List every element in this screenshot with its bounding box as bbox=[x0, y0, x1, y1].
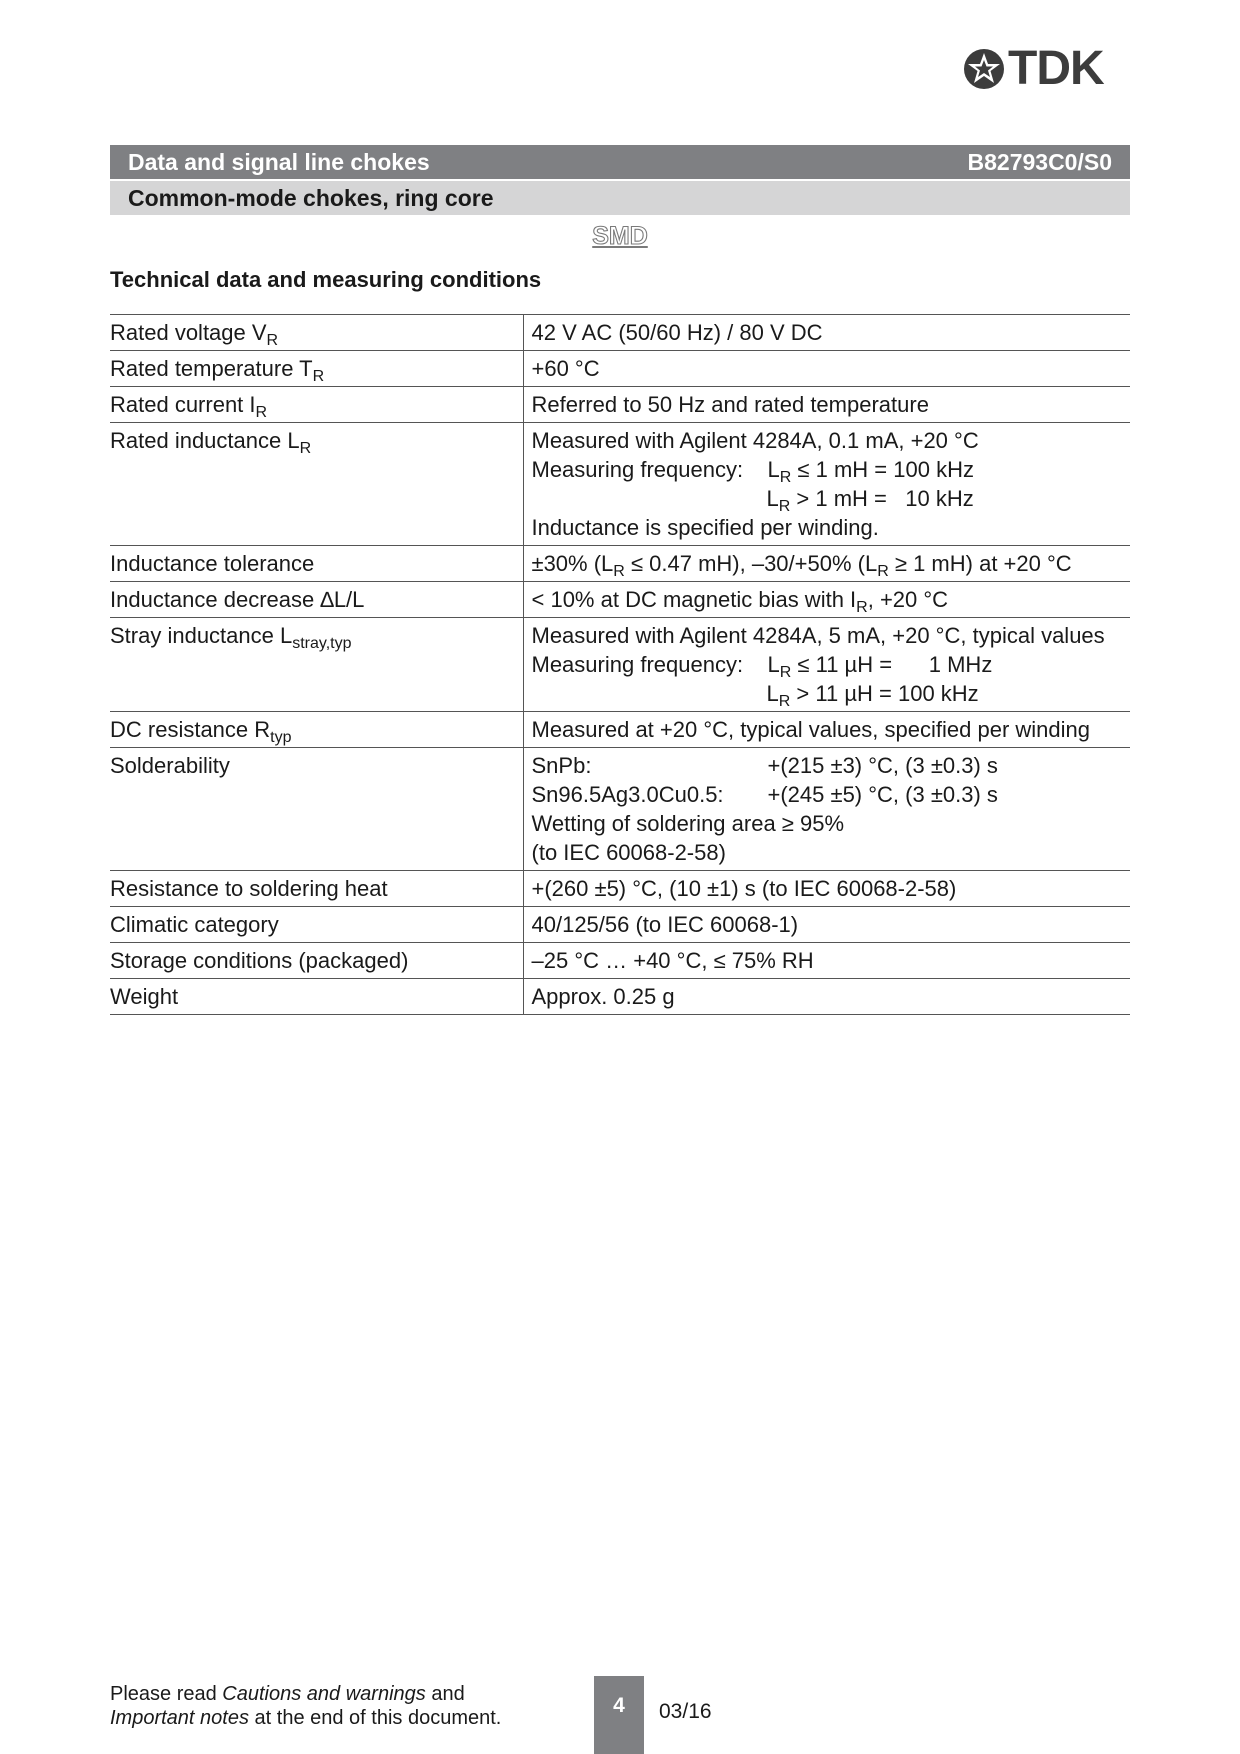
row-value: < 10% at DC magnetic bias with $I_R$, +20 °C bbox=[523, 582, 1130, 618]
table-row: Rated voltage $V_R$ 42 V AC (50/60 Hz) / 80 V DC bbox=[110, 315, 1130, 351]
page-number: 4 bbox=[594, 1676, 644, 1754]
row-label: Rated current I bbox=[110, 392, 256, 417]
smd-badge: SMD bbox=[592, 222, 648, 250]
row-label: Rated temperature T bbox=[110, 356, 313, 381]
tdk-star-logo-icon bbox=[962, 47, 1006, 91]
row-label: DC resistance R bbox=[110, 717, 271, 742]
table-row: Rated inductance $L_R$ Measured with Agilent 4284A, 0.1 mA, +20 °C Measuring frequency: $L_R \le 1$ mH = 100 kHz $L_R > 1$ mH = 10 kHz Inductance is specified per winding. bbox=[110, 423, 1130, 546]
row-value: Measured at +20 °C, typical values, specified per winding bbox=[523, 712, 1130, 748]
row-value: Measured with Agilent 4284A, 0.1 mA, +20 °C Measuring frequency: $L_R \le 1$ mH = 100 kHz $L_R > 1$ mH = 10 kHz Inductance is specified per winding. bbox=[523, 423, 1130, 546]
row-value: Measured with Agilent 4284A, 5 mA, +20 °C, typical values Measuring frequency: $L_R \le 11$ µH = 1 MHz $L_R > 11$ µH = 100 kHz bbox=[523, 618, 1130, 712]
row-label: Stray inductance L bbox=[110, 623, 293, 648]
row-value: 40/125/56 (to IEC 60068-1) bbox=[523, 907, 1130, 943]
row-label: Weight bbox=[110, 979, 523, 1015]
table-row: Rated current $I_R$ Referred to 50 Hz and rated temperature bbox=[110, 387, 1130, 423]
tdk-logo bbox=[962, 42, 1134, 95]
part-number: B82793C0/S0 bbox=[967, 148, 1112, 175]
table-row bbox=[110, 979, 1130, 1015]
document-subtitle: Common-mode chokes, ring core bbox=[128, 184, 494, 211]
document-title: Data and signal line chokes bbox=[128, 148, 430, 175]
table-row: DC resistance $R_{typ}$ Measured at +20 °C, typical values, specified per winding bbox=[110, 712, 1130, 748]
row-label: Rated voltage V bbox=[110, 320, 267, 345]
subheader-bar bbox=[110, 181, 1130, 215]
footer-note: Please read Cautions and warnings and Important notes at the end of this document. bbox=[110, 1683, 502, 1729]
row-label: Rated inductance L bbox=[110, 428, 300, 453]
row-value: –25 °C … +40 °C, ≤ 75% RH bbox=[523, 943, 1130, 979]
row-value: SnPb: +(215 ±3) °C, (3 ±0.3) s Sn96.5Ag3.0Cu0.5: +(245 ±5) °C, (3 ±0.3) s Wetting of soldering area ≥ 95% (to IEC 60068-2-58) bbox=[523, 748, 1130, 871]
row-value: 42 V AC (50/60 Hz) / 80 V DC bbox=[523, 315, 1130, 351]
table-row bbox=[110, 748, 1130, 871]
table-row: Rated temperature $T_R$ +60 °C bbox=[110, 351, 1130, 387]
header-bar bbox=[110, 145, 1130, 179]
logo-wordmark: TDK bbox=[1008, 42, 1104, 95]
table-row bbox=[110, 582, 1130, 618]
row-value: Approx. 0.25 g bbox=[523, 979, 1130, 1015]
row-value: +60 °C bbox=[523, 351, 1130, 387]
row-label: Storage conditions (packaged) bbox=[110, 943, 523, 979]
row-value: Referred to 50 Hz and rated temperature bbox=[523, 387, 1130, 423]
row-label: Inductance tolerance bbox=[110, 546, 523, 582]
row-label: Climatic category bbox=[110, 907, 523, 943]
table-row bbox=[110, 871, 1130, 907]
row-label: Inductance decrease ∆L/L bbox=[110, 582, 523, 618]
row-label: Solderability bbox=[110, 748, 523, 871]
section-title: Technical data and measuring conditions bbox=[110, 267, 542, 292]
table-row: Stray inductance $L_{stray,typ}$ Measured with Agilent 4284A, 5 mA, +20 °C, typical values Measuring frequency: $L_R \le 11$ µH = 1 MHz $L_R > 11$ µH = 100 kHz bbox=[110, 618, 1130, 712]
table-row bbox=[110, 907, 1130, 943]
row-value: ±30% ($L_R \le 0.47$ mH), –30/+50% ($L_R \ge 1$ mH) at +20 °C bbox=[523, 546, 1130, 582]
table-row bbox=[110, 943, 1130, 979]
row-label: Resistance to soldering heat bbox=[110, 871, 523, 907]
table-row bbox=[110, 546, 1130, 582]
revision-date: 03/16 bbox=[659, 1700, 712, 1723]
technical-data-table bbox=[110, 314, 1130, 1015]
row-value: +(260 ±5) °C, (10 ±1) s (to IEC 60068-2-58) bbox=[523, 871, 1130, 907]
